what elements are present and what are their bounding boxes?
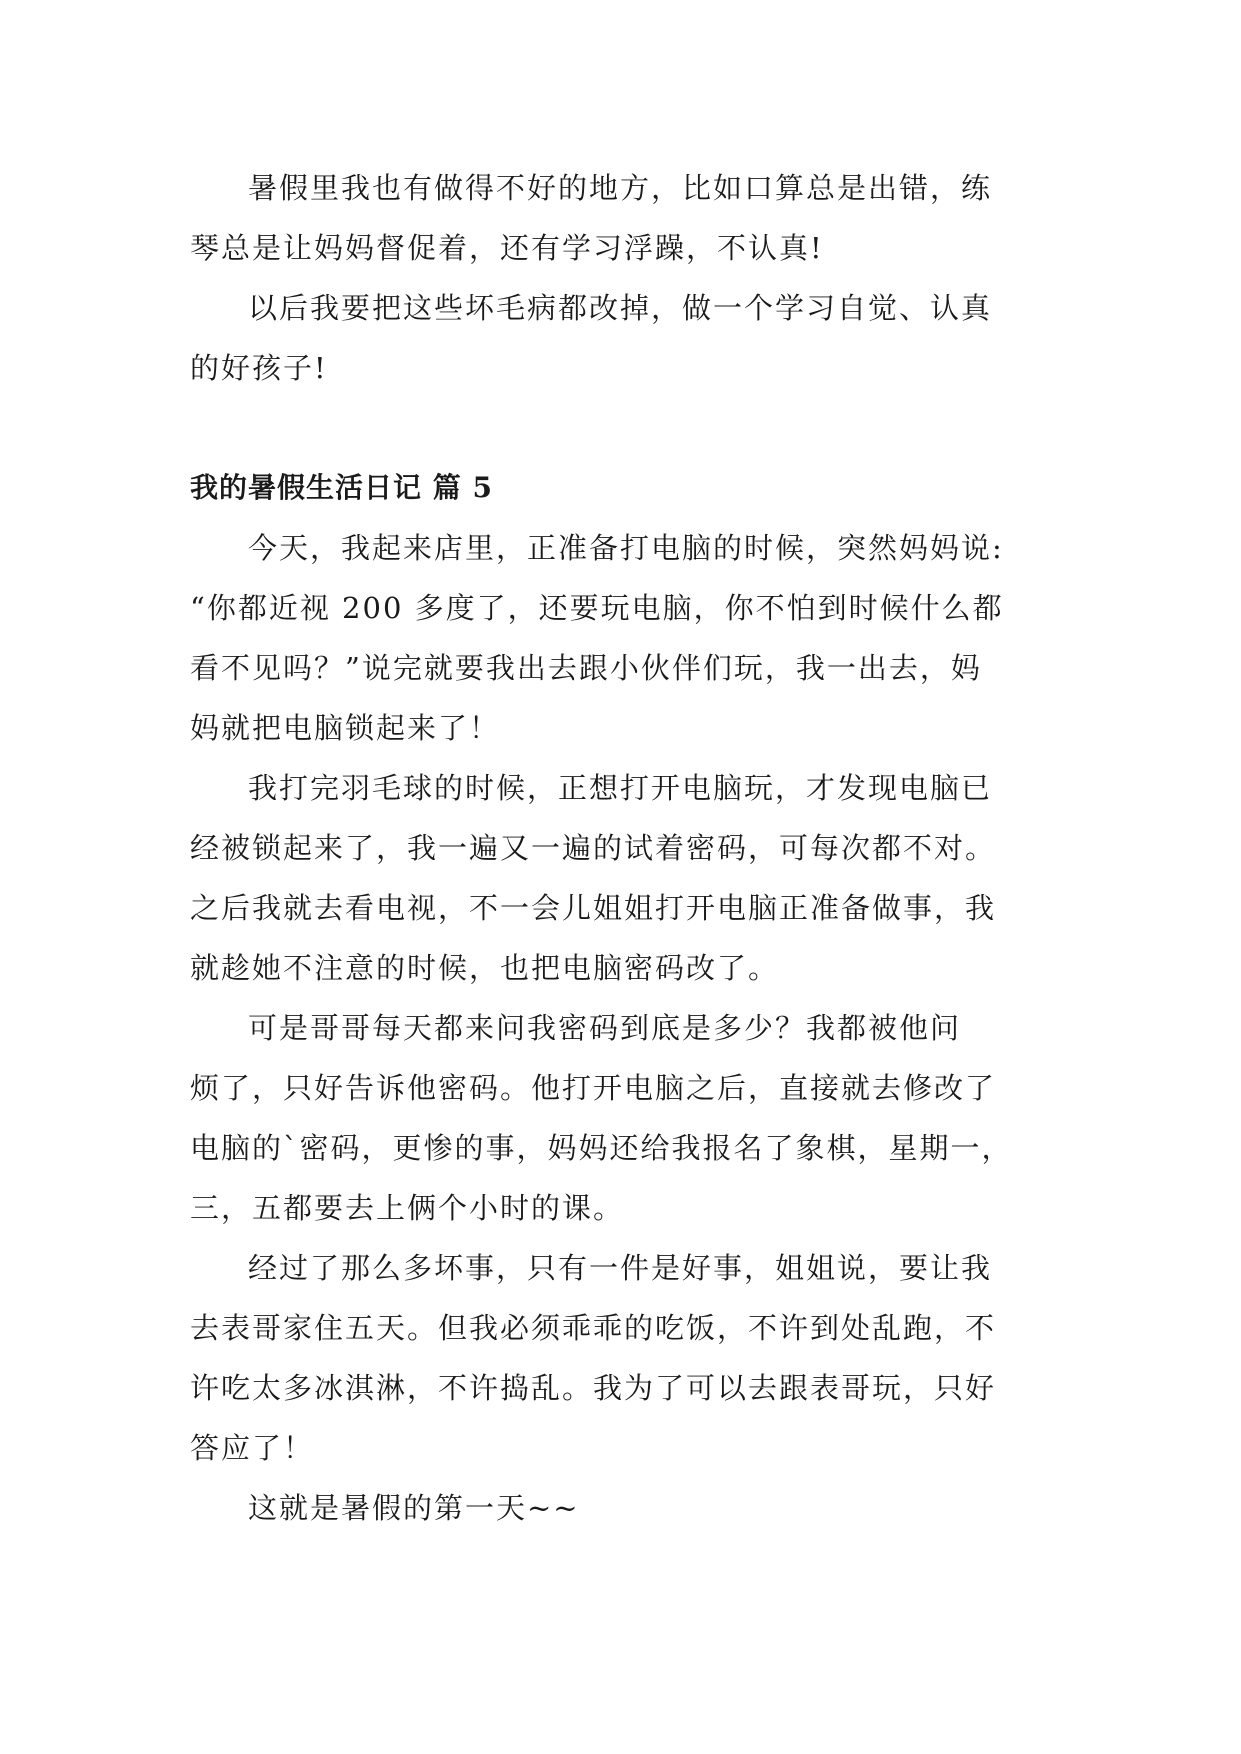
document-page (190, 158, 1050, 1538)
paragraph: 以后我要把这些坏毛病都改掉，做一个学习自觉、认真 的好孩子! (190, 291, 993, 385)
paragraph: 这就是暑假的第一天~~ (248, 1491, 580, 1525)
paragraph: 我打完羽毛球的时候，正想打开电脑玩，才发现电脑已 经被锁起来了，我一遍又一遍的试着密码，可每次都不对。 之后我就去看电视，不一会儿姐姐打开电脑正准备做事，我 就趁她不注意的时候，也把电脑密码改了。 (190, 771, 997, 985)
paragraph: 暑假里我也有做得不好的地方，比如口算总是出错，练 琴总是让妈妈督促着，还有学习浮躁，不认真! (190, 171, 993, 265)
paragraph: 经过了那么多坏事，只有一件是好事，姐姐说，要让我 去表哥家住五天。但我必须乖乖的吃饭，不许到处乱跑，不 许吃太多冰淇淋，不许捣乱。我为了可以去跟表哥玩，只好 答应了！ (190, 1251, 997, 1465)
section-title: 我的暑假生活日记 篇 5 (190, 471, 493, 504)
paragraph: 可是哥哥每天都来问我密码到底是多少？我都被他问 烦了，只好告诉他密码。他打开电脑之后，直接就去修改了 电脑的`密码，更惨的事，妈妈还给我报名了象棋，星期一， 三，五都要去上俩个小时的课。 (190, 1011, 1013, 1225)
paragraph: 今天，我起来店里，正准备打电脑的时候，突然妈妈说: “你都近视 200 多度了，还要玩电脑，你不怕到时候什么都 看不见吗？”说完就要我出去跟小伙伴们玩，我一出去，妈 妈就把电脑锁起来了！ (190, 531, 1004, 745)
